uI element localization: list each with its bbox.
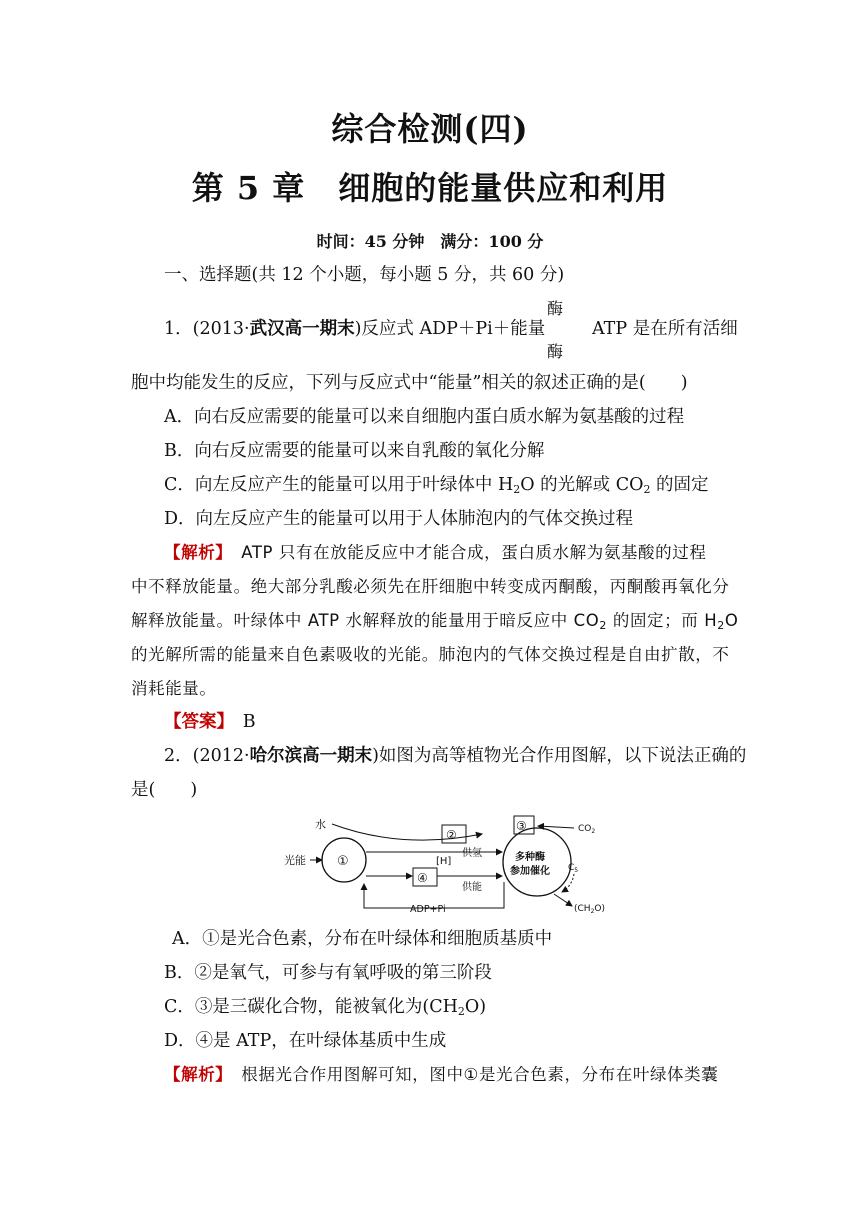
document-title: 综合检测(四) bbox=[331, 110, 529, 148]
ch2o-arrow bbox=[554, 894, 572, 906]
q1-source: 武汉高一期末 bbox=[249, 319, 355, 339]
q2-option-d: D．④是 ATP，在叶绿体基质中生成 bbox=[164, 1031, 447, 1051]
q2-option-c: C．③是三碳化合物，能被氧化为$(CH_2O)$ bbox=[164, 997, 487, 1018]
co2-arrow bbox=[538, 826, 574, 828]
diagram-label-h: [H] bbox=[436, 856, 452, 867]
q1-stem-line1: 1．(2013·武汉高一期末)反应式 ADP＋Pi＋能量 bbox=[164, 319, 546, 339]
diagram-label-light: 光能 bbox=[284, 854, 306, 867]
diagram-label-co2: $CO_2$ bbox=[578, 824, 596, 835]
analysis-tag: 【解析】 bbox=[164, 543, 225, 562]
q2-stem-line1: 2．(2012·哈尔滨高一期末)如图为高等植物光合作用图解，以下说法正确的 bbox=[164, 746, 747, 766]
q1-option-d: D．向左反应产生的能量可以用于人体肺泡内的气体交换过程 bbox=[164, 509, 634, 529]
diagram-label-supply-e: 供能 bbox=[462, 882, 482, 893]
diagram-label-c5: $C_5$ bbox=[568, 863, 579, 874]
q1-analysis-line5: 消耗能量。 bbox=[131, 679, 217, 698]
q1-option-b: B．向右反应需要的能量可以来自乳酸的氧化分解 bbox=[164, 441, 545, 461]
q2-analysis-line1: 【解析】 根据光合作用图解可知，图中①是光合色素，分布在叶绿体类囊 bbox=[164, 1065, 719, 1084]
q1-stem-line2: 胞中均能发生的反应，下列与反应式中“能量”相关的叙述正确的是( ) bbox=[131, 373, 688, 393]
diagram-label-water: 水 bbox=[315, 818, 326, 831]
exam-meta: 时间：45 分钟 满分：100 分 bbox=[316, 232, 544, 251]
chapter-title: 第 5 章 细胞的能量供应和利用 bbox=[191, 169, 669, 207]
photosynthesis-diagram bbox=[282, 812, 622, 918]
q1-answer: 【答案】 B bbox=[164, 712, 256, 732]
analysis-tag: 【解析】 bbox=[164, 1065, 225, 1084]
enzyme-label-top: 酶 bbox=[547, 299, 564, 318]
diagram-label-enzymes: 多种酶 bbox=[515, 852, 545, 863]
q1-analysis-line1: 【解析】 ATP 只有在放能反应中才能合成，蛋白质水解为氨基酸的过程 bbox=[164, 543, 707, 562]
diagram-label-catalysis: 参加催化 bbox=[510, 866, 550, 877]
q1-analysis-line4: 的光解所需的能量来自色素吸收的光能。肺泡内的气体交换过程是自由扩散，不 bbox=[131, 645, 730, 664]
q2-option-a: A．①是光合色素，分布在叶绿体和细胞质基质中 bbox=[172, 929, 553, 949]
q1-analysis-line3: 解释放能量。叶绿体中 ATP 水解释放的能量用于暗反应中 $CO_2$ 的固定；而 $H_2O$ bbox=[131, 611, 739, 632]
q2-stem-line2: 是( ) bbox=[131, 780, 198, 800]
diagram-label-supply-h: 供氢 bbox=[462, 848, 482, 859]
diagram-num-1: ① bbox=[337, 854, 349, 869]
water-arrow bbox=[332, 824, 482, 840]
diagram-num-4: ④ bbox=[417, 871, 428, 885]
diagram-label-adp: ADP+Pi bbox=[410, 904, 446, 915]
q2-source: 哈尔滨高一期末 bbox=[249, 746, 373, 766]
enzyme-label-bottom: 酶 bbox=[547, 342, 564, 361]
q1-analysis-line2: 中不释放能量。绝大部分乳酸必须先在肝细胞中转变成丙酮酸，丙酮酸再氧化分 bbox=[131, 577, 730, 596]
diagram-num-3: ③ bbox=[516, 819, 527, 833]
diagram-num-2: ② bbox=[446, 828, 457, 842]
q2-option-b: B．②是氧气，可参与有氧呼吸的第三阶段 bbox=[164, 963, 492, 983]
q1-option-c: C．向左反应产生的能量可以用于叶绿体中 $H_2O$ 的光解或 $CO_2$ 的固定 bbox=[164, 475, 709, 496]
q1-option-a: A．向右反应需要的能量可以来自细胞内蛋白质水解为氨基酸的过程 bbox=[164, 407, 685, 427]
answer-tag: 【答案】 bbox=[164, 712, 226, 732]
q1-stem-line1-end: ATP 是在所有活细 bbox=[592, 319, 738, 339]
diagram-label-ch2o: $(CH_2O)$ bbox=[574, 904, 606, 915]
section-heading: 一、选择题(共 12 个小题，每小题 5 分，共 60 分) bbox=[164, 265, 565, 285]
